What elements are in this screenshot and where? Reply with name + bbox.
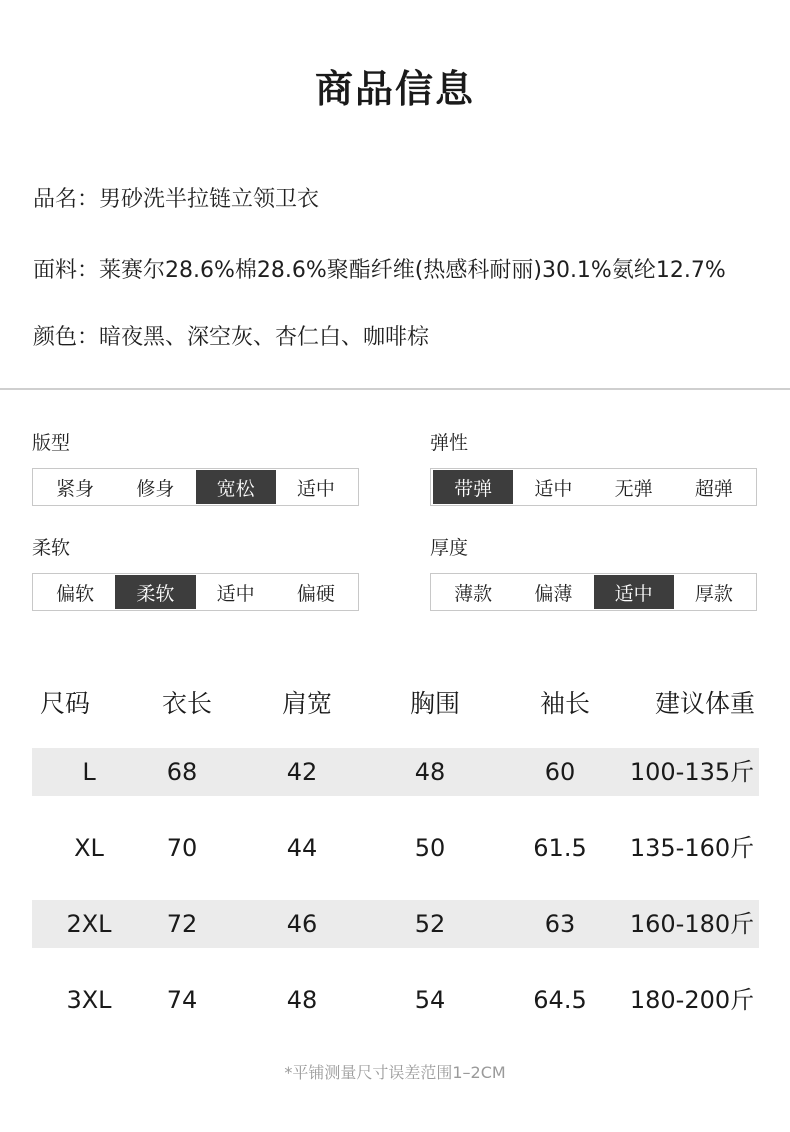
table-cell: 3XL <box>66 986 112 1014</box>
fit-selector <box>32 468 359 506</box>
product-fabric: 面料：莱赛尔28.6%棉28.6%聚酯纤维(热感科耐丽)30.1%氨纶12.7% <box>33 258 726 283</box>
attr-label-elasticity: 弹性 <box>430 432 469 454</box>
table-cell: 46 <box>286 910 318 938</box>
table-cell: 48 <box>286 986 318 1014</box>
table-cell: 63 <box>544 910 576 938</box>
table-header-size: 尺码 <box>39 689 90 718</box>
table-row <box>32 748 759 796</box>
attr-label-softness: 柔软 <box>32 537 71 559</box>
elasticity-option: 带弹 <box>433 470 513 504</box>
page-title: 商品信息 <box>314 67 475 111</box>
table-cell: 70 <box>166 834 198 862</box>
table-header-sleeve: 袖长 <box>539 689 590 718</box>
table-cell: 2XL <box>66 910 112 938</box>
section-divider <box>0 388 790 390</box>
table-cell: 160-180斤 <box>629 910 755 938</box>
table-cell: 180-200斤 <box>629 986 755 1014</box>
table-cell: L <box>82 758 96 786</box>
thickness-option: 厚款 <box>694 582 733 605</box>
fit-option: 修身 <box>136 477 175 500</box>
product-name: 品名：男砂洗半拉链立领卫衣 <box>33 187 320 212</box>
fit-option: 紧身 <box>56 477 95 500</box>
thickness-selector <box>430 573 757 611</box>
table-cell: 100-135斤 <box>629 758 755 786</box>
table-cell: 50 <box>414 834 446 862</box>
table-cell: 48 <box>414 758 446 786</box>
attr-label-thickness: 厚度 <box>430 537 469 559</box>
table-row <box>32 824 759 872</box>
table-row <box>32 976 759 1024</box>
elasticity-option: 超弹 <box>694 477 733 500</box>
measurement-note: *平铺测量尺寸误差范围1–2CM <box>284 1063 506 1082</box>
table-header-chest: 胸围 <box>409 689 460 718</box>
table-cell: XL <box>74 834 104 862</box>
table-cell: 60 <box>544 758 576 786</box>
softness-option: 偏软 <box>56 582 95 605</box>
table-cell: 52 <box>414 910 446 938</box>
elasticity-option: 适中 <box>534 477 573 500</box>
table-cell: 135-160斤 <box>629 834 755 862</box>
table-header-shoulder: 肩宽 <box>281 689 332 718</box>
thickness-option: 薄款 <box>454 582 493 605</box>
product-color: 颜色：暗夜黑、深空灰、杏仁白、咖啡棕 <box>33 325 430 350</box>
fit-option: 适中 <box>296 477 335 500</box>
softness-selector <box>32 573 359 611</box>
table-cell: 44 <box>286 834 318 862</box>
thickness-option: 偏薄 <box>534 582 573 605</box>
thickness-option: 适中 <box>594 575 674 609</box>
fit-option: 宽松 <box>196 470 276 504</box>
table-cell: 72 <box>166 910 198 938</box>
elasticity-option: 无弹 <box>614 477 653 500</box>
table-row <box>32 900 759 948</box>
table-cell: 74 <box>166 986 198 1014</box>
softness-option: 偏硬 <box>296 582 335 605</box>
table-cell: 64.5 <box>533 986 587 1014</box>
table-cell: 54 <box>414 986 446 1014</box>
table-cell: 61.5 <box>533 834 587 862</box>
elasticity-selector <box>430 468 757 506</box>
table-cell: 68 <box>166 758 198 786</box>
table-header-length: 衣长 <box>161 689 212 718</box>
attr-label-fit: 版型 <box>32 432 71 454</box>
softness-option: 适中 <box>216 582 255 605</box>
softness-option: 柔软 <box>115 575 195 609</box>
table-header-weight: 建议体重 <box>654 689 755 718</box>
table-cell: 42 <box>286 758 318 786</box>
